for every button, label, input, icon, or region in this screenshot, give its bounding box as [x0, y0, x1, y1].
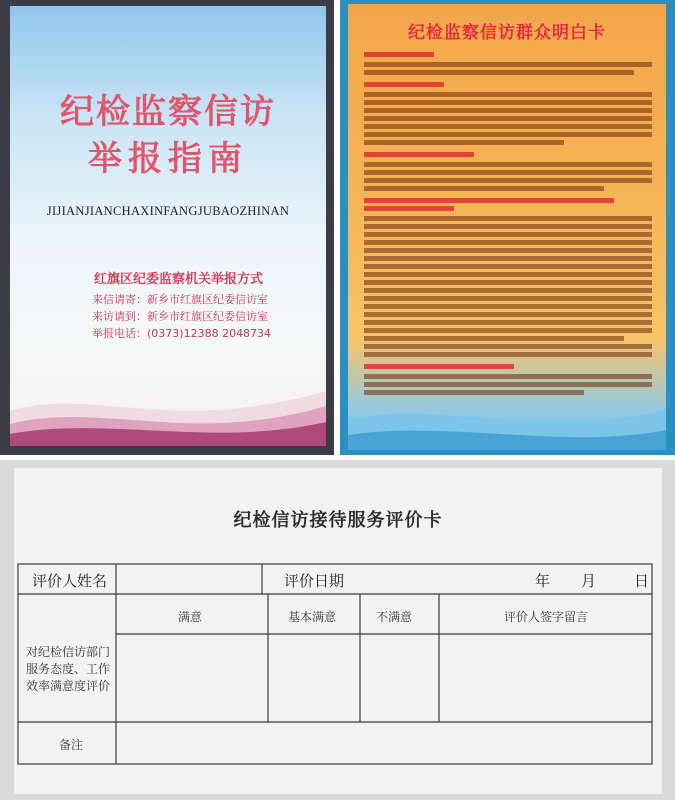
cover-org-heading: 红旗区纪委监察机关举报方式 — [94, 272, 264, 287]
col-signature: 评价人签字留言 — [504, 610, 589, 624]
signature-cell[interactable] — [440, 635, 651, 721]
col-satisfied: 满意 — [178, 610, 203, 624]
cover-title-line1: 纪检监察信访 — [60, 92, 276, 132]
evaluator-name-label: 评价人姓名 — [32, 572, 108, 590]
card-title: 纪检监察信访群众明白卡 — [408, 23, 606, 43]
card-bottom-decoration — [348, 390, 666, 450]
evaluation-date-label: 评价日期 — [284, 572, 345, 590]
info-card — [348, 4, 666, 450]
info-card-photo — [340, 0, 675, 455]
evaluator-name-field[interactable] — [117, 565, 261, 593]
evaluation-form-photo — [0, 460, 675, 800]
remarks-label: 备注 — [59, 738, 84, 752]
cover-title-line2: 举报指南 — [88, 139, 248, 179]
date-month-label: 月 — [581, 572, 597, 590]
cover-wave-decoration — [10, 356, 326, 446]
dissatisfied-cell[interactable] — [361, 635, 438, 721]
date-day-label: 日 — [634, 572, 650, 590]
cover-mail-info: 来信请寄：新乡市红旗区纪委信访室 — [92, 293, 268, 306]
basic-satisfied-cell[interactable] — [269, 635, 359, 721]
date-year-label: 年 — [535, 572, 551, 590]
col-basic-satisfied: 基本满意 — [288, 610, 337, 624]
guide-cover-photo — [0, 0, 334, 455]
evaluation-form — [14, 468, 662, 794]
cover-visit-info: 来访请到：新乡市红旗区纪委信访室 — [92, 310, 268, 323]
cover-phone-info: 举报电话：(0373)12388 2048734 — [92, 327, 272, 340]
cover-pinyin: JIJIANJIANCHAXINFANGJUBAOZHINAN — [46, 204, 290, 218]
col-dissatisfied: 不满意 — [376, 610, 413, 624]
guide-cover — [10, 6, 326, 446]
remarks-field[interactable] — [117, 723, 651, 763]
satisfied-cell[interactable] — [117, 635, 267, 721]
form-title: 纪检信访接待服务评价卡 — [233, 510, 443, 531]
evaluation-row-label: 对纪检信访部门服务态度、工作效率满意度评价 — [26, 645, 111, 693]
